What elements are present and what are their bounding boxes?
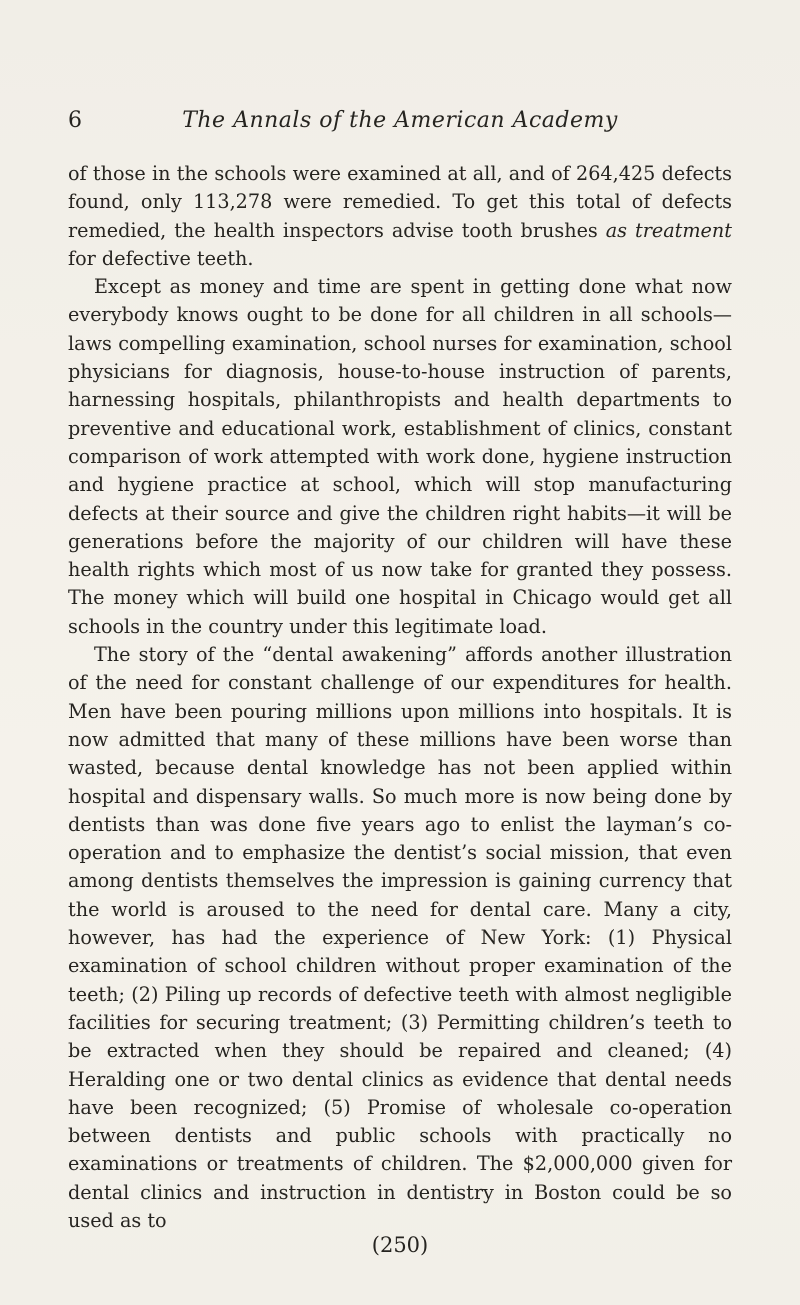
body-text <box>68 160 732 1235</box>
paragraph: Except as money and time are spent in getting done what now everybody knows ought to be done for all children in all schools—laws compelling examination, school nurses for examination, school physicians for diagnosis, house-to-house instruction of parents, harnessing hospitals, philanthropists and health departments to preventive and educational work, establishment of clinics, constant comparison of work attempted with work done, hygiene instruction and hygiene practice at school, which will stop manufacturing defects at their source and give the children right habits—it will be generations before the majority of our children will have these health rights which most of us now take for granted they possess. The money which will build one hospital in Chicago would get all schools in the country under this legitimate load. <box>68 275 732 638</box>
page-number: 6 <box>68 108 82 133</box>
footer-page-number: (250) <box>371 1233 429 1257</box>
paragraph: of those in the schools were examined at all, and of 264,425 defects found, only 113,278 were remedied. To get this total of defects remedied, the health inspectors advise tooth brushes as treatment for defective teeth. <box>68 162 732 270</box>
paragraph: The story of the “dental awakening” affords another illustration of the need for constant challenge of our expenditures for health. Men have been pouring millions upon millions into hospitals. It is now admitted that many of these millions have been worse than wasted, because dental knowledge has not been applied within hospital and dispensary walls. So much more is now being done by dentists than was done five years ago to enlist the layman’s co-operation and to emphasize the dentist’s social mission, that even among dentists themselves the impression is gaining currency that the world is aroused to the need for dental care. Many a city, however, has had the experience of New York: (1) Physical examination of school children without proper examination of the teeth; (2) Piling up records of defective teeth with almost negligible facilities for securing treatment; (3) Permitting children’s teeth to be extracted when they should be repaired and cleaned; (4) Heralding one or two dental clinics as evidence that dental needs have been recognized; (5) Promise of wholesale co-operation between dentists and public schools with practically no examinations or treatments of children. The $2,000,000 given for dental clinics and instruction in dentistry in Boston could be so used as to <box>68 643 732 1232</box>
page-header <box>68 108 732 140</box>
running-title: The Annals of the American Academy <box>182 108 618 133</box>
emphasis: as treatment <box>605 218 732 242</box>
